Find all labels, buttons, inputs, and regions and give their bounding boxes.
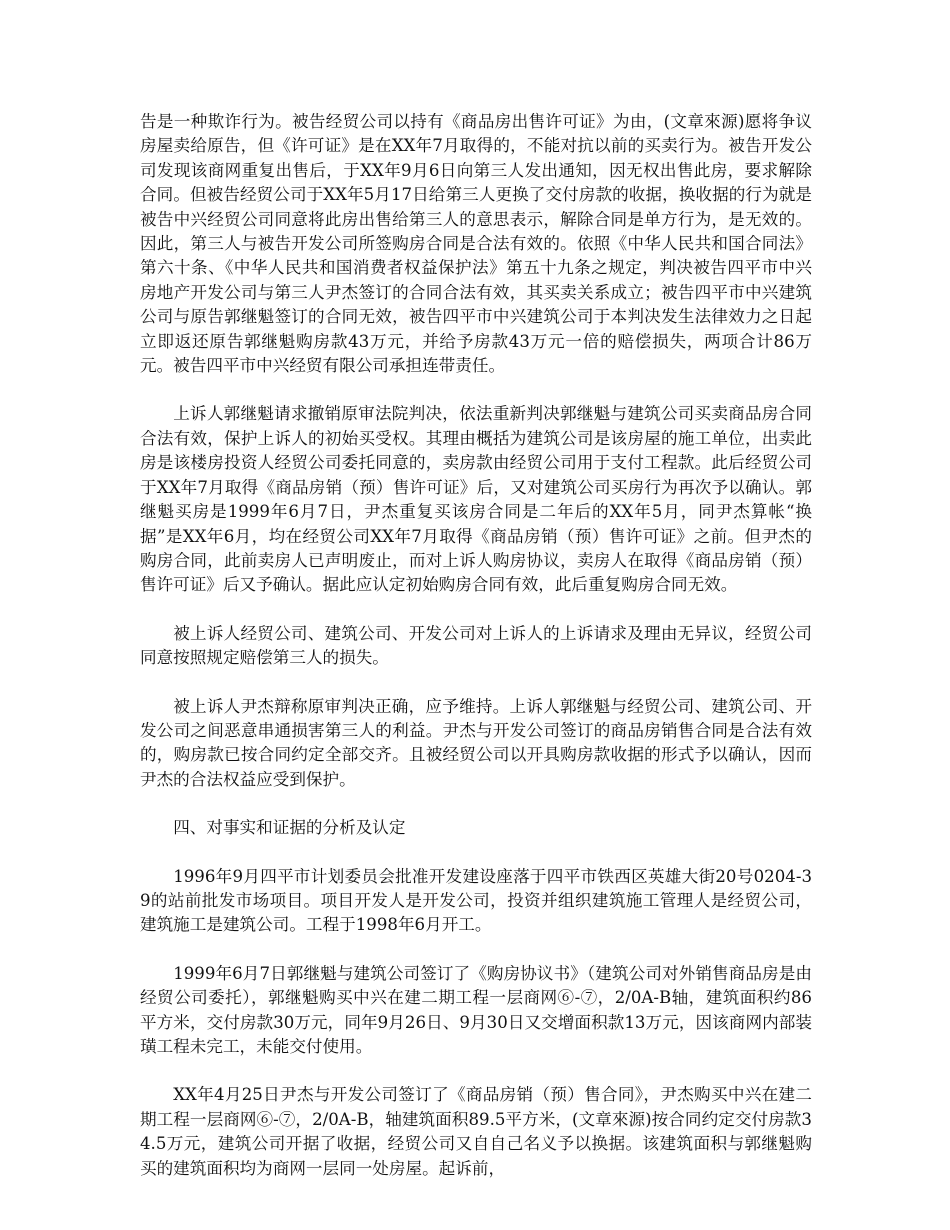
section-heading-facts-analysis: 四、对事实和证据的分析及认定 (173, 818, 406, 838)
document-page (140, 110, 812, 1205)
paragraph-judgment-summary: 告是一种欺诈行为。被告经贸公司以持有《商品房出售许可证》为由，(文章來源)愿将争议房屋卖给原告，但《许可证》是在XX年7月取得的，不能对抗以前的买卖行为。被告开发公司发现该商网重复出售后，于XX年9月6日向第三人发出通知，因无权出售此房，要求解除合同。但被告经贸公司于XX年5月17日给第三人更换了交付房款的收据，换收据的行为就是被告中兴经贸公司同意将此房出售给第三人的意思表示，解除合同是单方行为，是无效的。因此，第三人与被告开发公司所签购房合同是合法有效的。依照《中华人民共和国合同法》第六十条、《中华人民共和国消费者权益保护法》第五十九条之规定，判决被告四平市中兴房地产开发公司与第三人尹杰签订的合同合法有效，其买卖关系成立；被告四平市中兴建筑公司与原告郭继魁签订的合同无效，被告四平市中兴建筑公司于本判决发生法律效力之日起立即返还原告郭继魁购房款43万元，并给予房款43万元一倍的赔偿损失，两项合计86万元。被告四平市中兴经贸有限公司承担连带责任。 (140, 112, 812, 376)
paragraph-appellee-defense: 被上诉人尹杰辩称原审判决正确，应予维持。上诉人郭继魁与经贸公司、建筑公司、开发公司之间恶意串通损害第三人的利益。尹杰与开发公司签订的商品房销售合同是合法有效的，购房款已按合同约定全部交齐。且被经贸公司以开具购房款收据的形式予以确认，因而尹杰的合法权益应受到保护。 (140, 696, 812, 789)
paragraph-appellant-claim: 上诉人郭继魁请求撤销原审法院判决，依法重新判决郭继魁与建筑公司买卖商品房合同合法有效，保护上诉人的初始买受权。其理由概括为建筑公司是该房屋的施工单位，出卖此房是该楼房投资人经贸公司委托同意的，卖房款由经贸公司用于支付工程款。此后经贸公司于XX年7月取得《商品房销（预）售许可证》后，又对建筑公司买房行为再次予以确认。郭继魁买房是1999年6月7日，尹杰重复买该房合同是二年后的XX年5月，同尹杰算帐“换据”是XX年6月，均在经贸公司XX年7月取得《商品房销（预）售许可证》之前。但尹杰的购房合同，此前卖房人已声明废止，而对上诉人购房协议，卖房人在取得《商品房销（预）售许可证》后又予确认。据此应认定初始购房合同有效，此后重复购房合同无效。 (140, 404, 812, 595)
paragraph-purchase-agreement: 1999年6月7日郭继魁与建筑公司签订了《购房协议书》（建筑公司对外销售商品房是由经贸公司委托），郭继魁购买中兴在建二期工程一层商网⑥-⑦，2/0A-B轴，建筑面积约86平方米，交付房款30万元，同年9月26日、9月30日又交增面积款13万元，因该商网内部装璜工程未完工，未能交付使用。 (140, 963, 812, 1056)
paragraph-appellees-no-objection: 被上诉人经贸公司、建筑公司、开发公司对上诉人的上诉请求及理由无异议，经贸公司同意按照规定赔偿第三人的损失。 (140, 623, 812, 668)
paragraph-project-approval: 1996年9月四平市计划委员会批准开发建设座落于四平市铁西区英雄大街20号0204-39的站前批发市场项目。项目开发人是开发公司，投资并组织建筑施工管理人是经贸公司，建筑施工是建筑公司。工程于1998年6月开工。 (140, 866, 812, 935)
paragraph-presale-contract: XX年4月25日尹杰与开发公司签订了《商品房销（预）售合同》，尹杰购买中兴在建二期工程一层商网⑥-⑦，2/0A-B，轴建筑面积89.5平方米，(文章來源)按合同约定交付房款34.5万元，建筑公司开据了收据，经贸公司又自自己名义予以换据。该建筑面积与郭继魁购买的建筑面积均为商网一层同一处房屋。起诉前， (140, 1085, 812, 1178)
